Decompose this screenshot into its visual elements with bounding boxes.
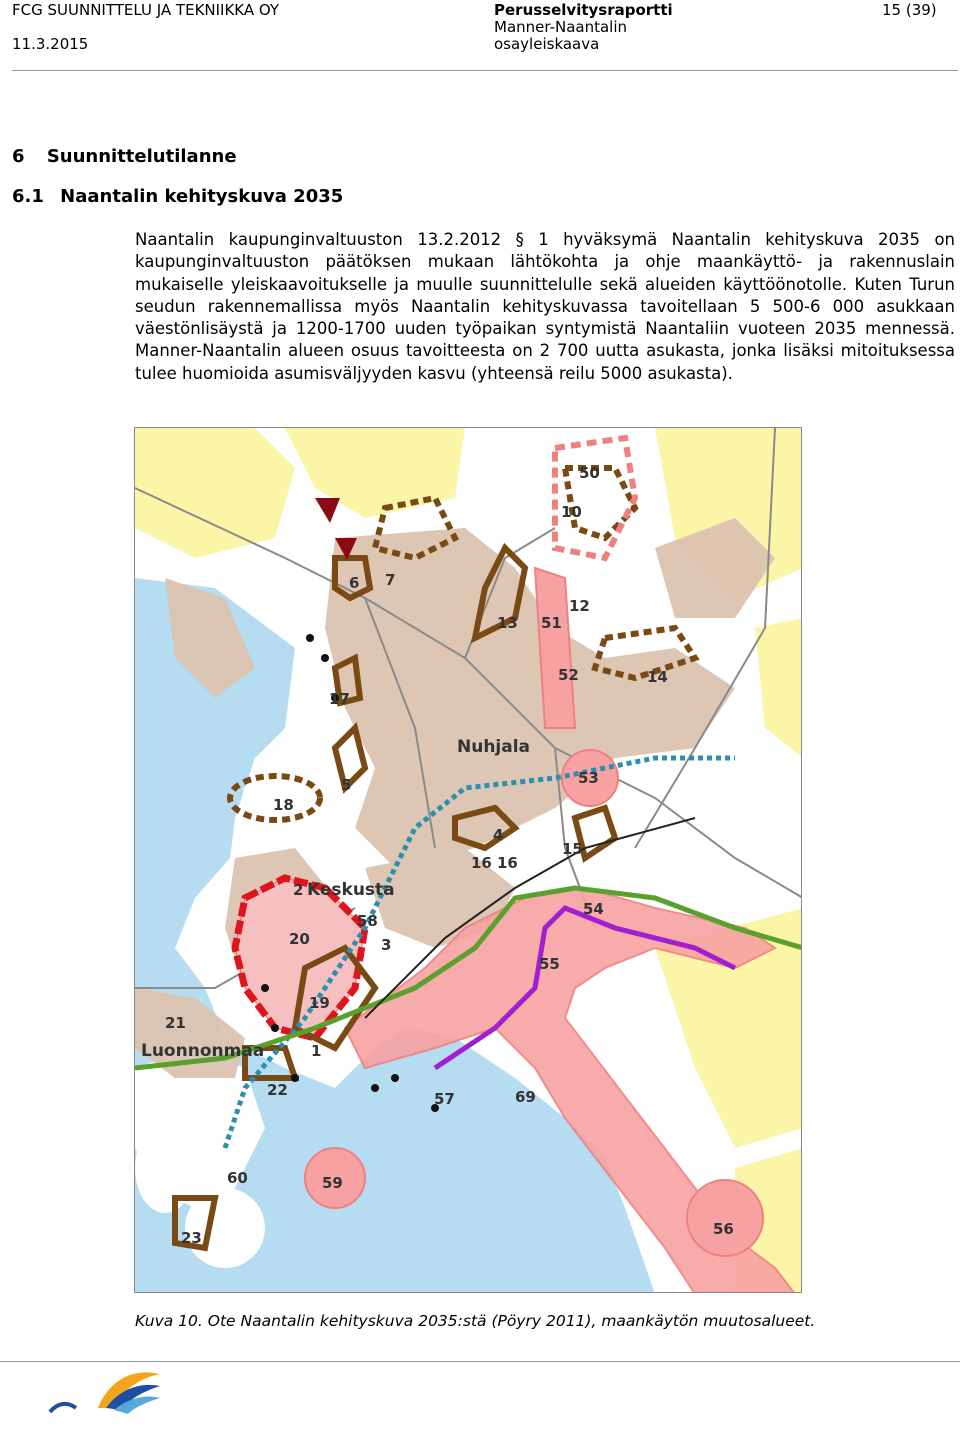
area-label: 5 bbox=[341, 776, 352, 794]
area-label: 12 bbox=[569, 597, 590, 615]
area-label: 50 bbox=[579, 464, 600, 482]
area-label: 18 bbox=[273, 796, 294, 814]
subsection-number: 6.1 bbox=[12, 186, 44, 207]
header-rule bbox=[12, 70, 958, 71]
area-label: 51 bbox=[541, 614, 562, 632]
header-doc-type: Perusselvitysraportti bbox=[494, 1, 673, 19]
area-label: 20 bbox=[289, 930, 310, 948]
area-label: 54 bbox=[583, 900, 604, 918]
area-label: 69 bbox=[515, 1088, 536, 1106]
map-figure bbox=[135, 428, 802, 1293]
figure-caption: Kuva 10. Ote Naantalin kehityskuva 2035:stä (Pöyry 2011), maankäytön muutosalueet. bbox=[135, 1312, 816, 1330]
area-label: 56 bbox=[713, 1220, 734, 1238]
area-label: 13 bbox=[497, 614, 518, 632]
header-date: 11.3.2015 bbox=[12, 35, 89, 53]
area-label: 6 bbox=[349, 574, 360, 592]
area-label: 21 bbox=[165, 1014, 186, 1032]
area-label: 1 bbox=[311, 1042, 322, 1060]
area-label: 55 bbox=[539, 955, 560, 973]
header-project: Manner-Naantalin bbox=[494, 18, 628, 36]
area-label: 3 bbox=[381, 936, 392, 954]
area-label: 4 bbox=[493, 826, 504, 844]
area-label: 58 bbox=[357, 912, 378, 930]
footer-rule bbox=[0, 1361, 960, 1362]
place-name-nuhjala: Nuhjala bbox=[457, 737, 531, 757]
area-label: 59 bbox=[322, 1174, 343, 1192]
area-label: 15 bbox=[562, 840, 583, 858]
area-label: 2 bbox=[293, 881, 304, 899]
naantali-logo bbox=[10, 1368, 210, 1446]
header-page-number: 15 (39) bbox=[882, 1, 937, 19]
area-label: 17 bbox=[329, 690, 350, 708]
area-label: 22 bbox=[267, 1081, 288, 1099]
subsection-heading bbox=[12, 186, 343, 207]
area-label: 23 bbox=[181, 1229, 202, 1247]
area-label: 10 bbox=[561, 503, 582, 521]
area-label: 53 bbox=[578, 769, 599, 787]
area-label: 7 bbox=[385, 571, 396, 589]
area-label: 52 bbox=[558, 666, 579, 684]
section-heading bbox=[12, 146, 237, 167]
body-paragraph: Naantalin kaupunginvaltuuston 13.2.2012 § 1 hyväksymä Naantalin kehityskuva 2035 on kaupunginvaltuuston päätöksen mukaan lähtökohta ja ohje maankäyttö- ja rakennuslain mukaiselle yleiskaavoitukselle ja muulle suunnittelulle sekä alueiden käyttöönotolle. Kuten Turun seudun rakennemallissa myös Naantalin kehityskuvassa tavoitellaan 5 500-6 000 asukkaan väestönlisäystä ja 1200-1700 uuden työpaikan syntymistä Naantaliin vuoteen 2035 mennessä. Manner-Naantalin alueen osuus tavoitteesta on 2 700 uutta asukasta, jonka lisäksi mitoituksessa tulee huomioida asumisväljyyden kasvu (yhteensä reilu 5000 asukasta). bbox=[135, 230, 955, 383]
section-heading-number: 6 bbox=[12, 146, 25, 167]
development-map bbox=[134, 427, 802, 1293]
logo-waves-icon bbox=[10, 1368, 210, 1446]
section-heading-text: Suunnittelutilanne bbox=[46, 146, 237, 167]
area-label: 16 bbox=[497, 854, 518, 872]
place-name-keskusta: Keskusta bbox=[307, 880, 395, 900]
header-project-2: osayleiskaava bbox=[494, 35, 600, 53]
area-label: 19 bbox=[309, 994, 330, 1012]
area-label: 14 bbox=[647, 668, 668, 686]
area-label: 60 bbox=[227, 1169, 248, 1187]
area-label: 16 bbox=[471, 854, 492, 872]
subsection-text: Naantalin kehityskuva 2035 bbox=[60, 186, 344, 207]
place-name-luonnonmaa: Luonnonmaa bbox=[141, 1041, 265, 1061]
area-label: 57 bbox=[434, 1090, 455, 1108]
header-org: FCG SUUNNITTELU JA TEKNIIKKA OY bbox=[12, 1, 280, 19]
